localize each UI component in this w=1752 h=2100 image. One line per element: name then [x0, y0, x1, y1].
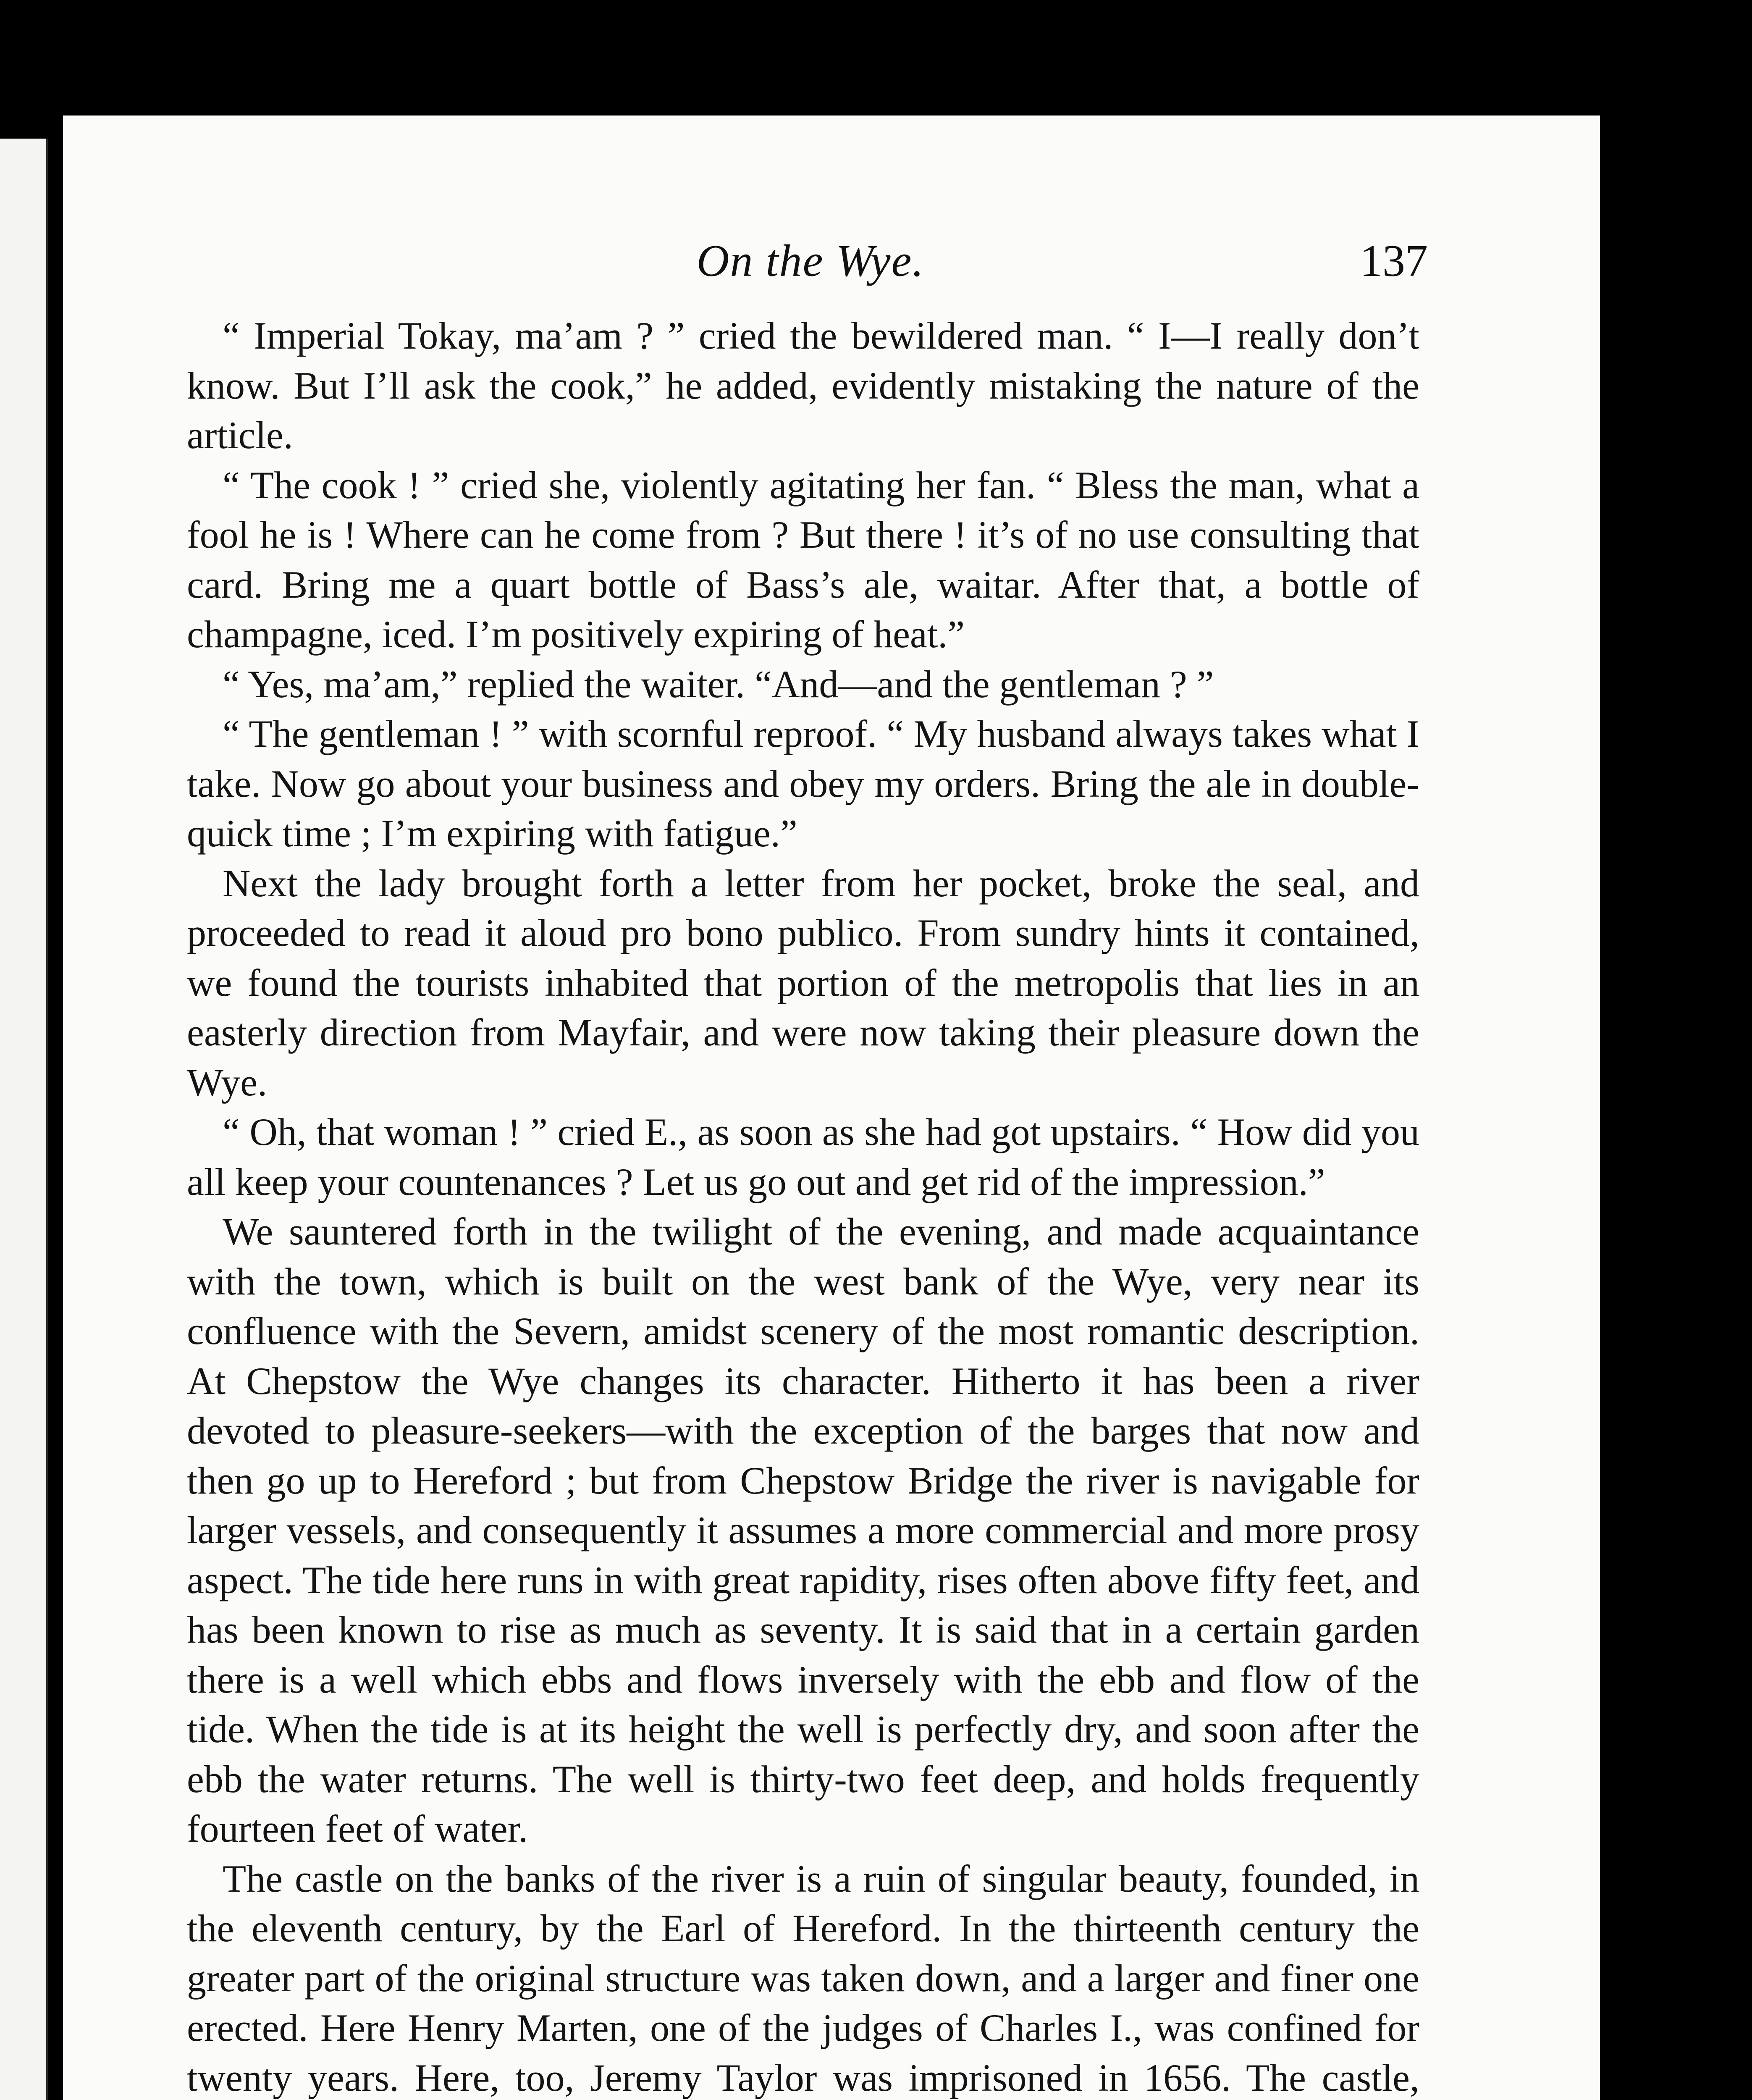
paragraph: The castle on the banks of the river is a ruin of singular beauty, founded, in the eleventh century, by the Earl of Hereford. In the thirteenth century the greater part of the original structure was taken down, and a larger and finer one erected. Here Henry Marten, one of the judges of Charles I., was confined for twenty years. Here, too, Jeremy Taylor was imprisoned in 1656. The castle,	[187, 1857, 1419, 2099]
binding-shadow	[50, 116, 63, 2100]
paragraph: Next the lady brought forth a letter from her pocket, broke the seal, and proceeded to read it aloud pro bono publico. From sundry hints it contained, we found the tourists inhabited that portion of the metropolis that lies in an easterly direction from Mayfair, and were now taking their pleasure down the Wye.	[187, 861, 1419, 1104]
paragraph: “ The cook ! ” cried she, violently agitating her fan. “ Bless the man, what a fool he is ! Where can he come from ? But there ! it’s of no use consulting that card. Bring me a quart bottle of Bass’s ale, waitar. After that, a bottle of champagne, iced. I’m positively expiring of heat.”	[187, 463, 1419, 656]
adjacent-page-edge	[0, 139, 48, 2100]
paragraph: We sauntered forth in the twilight of the evening, and made acquaintance with the town, which is built on the west bank of the Wye, very near its confluence with the Severn, amidst scenery of the most romantic description. At Chepstow the Wye changes its character. Hitherto it has been a river devoted to pleasure-seekers—with the exception of the barges that now and then go up to Hereford ; but from Chepstow Bridge the river is navigable for larger vessels, and consequently it assumes a more commercial and more prosy aspect. The tide here runs in with great rapidity, rises often above fifty feet, and has been known to rise as much as seventy. It is said that in a certain garden there is a well which ebbs and flows inversely with the ebb and flow of the tide. When the tide is at its height the well is perfectly dry, and soon after the ebb the water returns. The well is thirty-two feet deep, and holds frequently fourteen feet of water.	[187, 1210, 1419, 1850]
page-header	[193, 235, 1428, 294]
paragraph: “ Imperial Tokay, ma’am ? ” cried the bewildered man. “ I—I really don’t know. But I’ll ask the cook,” he added, evidently mistaking the nature of the article.	[187, 314, 1419, 457]
running-title: On the Wye.	[696, 236, 925, 286]
paragraph: “ Oh, that woman ! ” cried E., as soon as she had got upstairs. “ How did you all keep your countenances ? Let us go out and get rid of the impression.”	[187, 1110, 1419, 1203]
paragraph: “ The gentleman ! ” with scornful reproof. “ My husband always takes what I take. Now go about your business and obey my orders. Bring the ale in double-quick time ; I’m expiring with fatigue.”	[187, 712, 1419, 855]
paragraph: “ Yes, ma’am,” replied the waiter. “And—and the gentleman ? ”	[223, 662, 1214, 706]
body-text	[187, 311, 1419, 2100]
page-number: 137	[1360, 236, 1428, 286]
